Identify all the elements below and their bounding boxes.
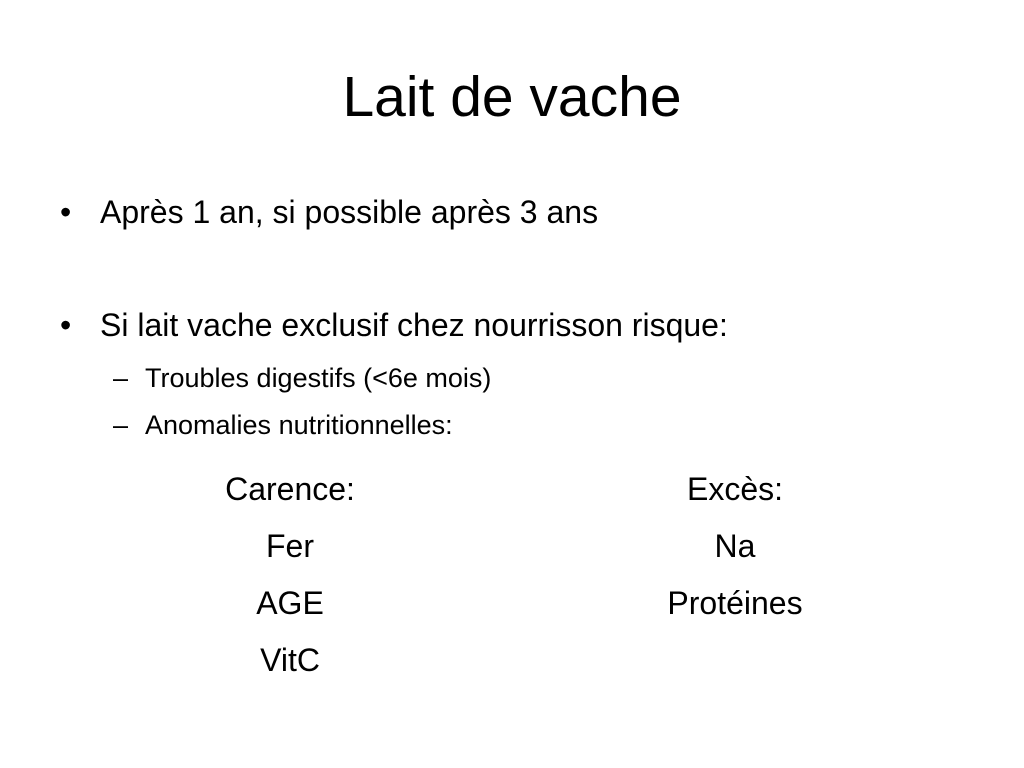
bullet-item-2 [60, 305, 960, 345]
sub-bullet-text: Troubles digestifs (<6e mois) [145, 363, 492, 393]
carence-header: Carence: [225, 471, 355, 507]
sub-bullet-text: Anomalies nutritionnelles: [145, 410, 453, 440]
sub-bullet-item-2 [113, 408, 913, 442]
carence-item: AGE [256, 585, 324, 621]
sub-bullet-marker: – [113, 410, 129, 440]
bullet-marker: • [60, 194, 72, 230]
exces-item: Protéines [667, 585, 803, 621]
carence-column [140, 465, 440, 693]
bullet-text: Après 1 an, si possible après 3 ans [100, 194, 599, 230]
sub-bullet-item-1 [113, 361, 913, 395]
bullet-item-1 [60, 192, 960, 232]
carence-item: Fer [266, 528, 314, 564]
bullet-text: Si lait vache exclusif chez nourrisson risque: [100, 307, 728, 343]
exces-item: Na [714, 528, 756, 564]
bullet-marker: • [60, 307, 72, 343]
exces-column [585, 465, 885, 636]
exces-header: Excès: [686, 471, 784, 507]
slide-title: Lait de vache [342, 65, 682, 129]
carence-item: VitC [260, 642, 320, 678]
sub-bullet-marker: – [113, 363, 129, 393]
